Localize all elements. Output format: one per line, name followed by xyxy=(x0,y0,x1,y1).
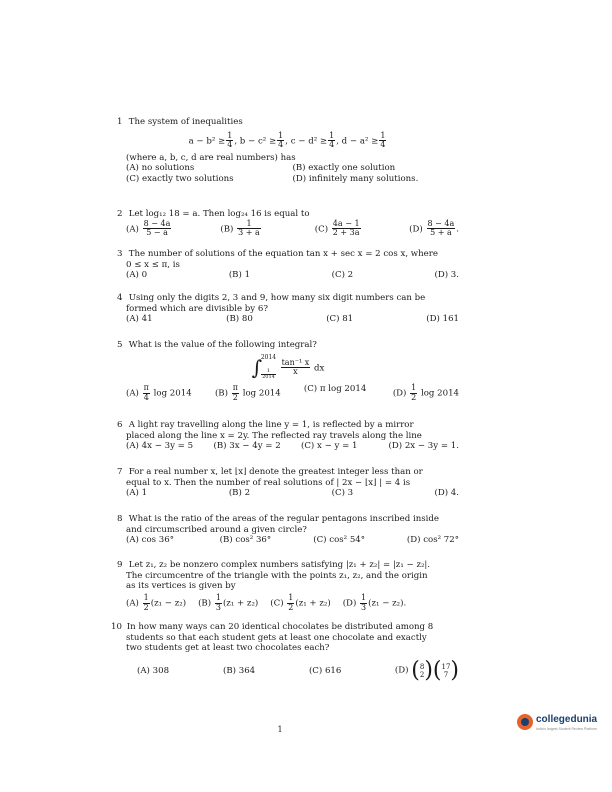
option-d: (D) 161 xyxy=(426,314,460,325)
option-b: (B) $\frac{\pi}{2}$ log 2014 xyxy=(214,383,281,402)
option-b: (B) $\frac{1}{3}$ (z₁ + z₂) xyxy=(198,593,259,612)
option-c: (C) 3 xyxy=(331,488,354,499)
option-a: (A) cos 36° xyxy=(126,535,175,546)
question-stem: The system of inequalities xyxy=(128,117,243,127)
question-5: 5 What is the value of the following integral? ∫ 2014 $\frac{1}{2014}$ $\frac{\text{tan⁻¹ x}}{x}$ dx (A) $\frac{\pi}{4}$ log 2014 (B) $\frac{\pi}{2}$ log 2014 (C) π log 2014 (D) $\frac{1}{2}$ log 2014 xyxy=(117,340,460,402)
option-b: (B) 80 xyxy=(226,314,253,325)
option-d: (D) cos² 72° xyxy=(406,535,460,546)
option-c: (C) 81 xyxy=(326,314,354,325)
option-a: (A) 4x − 3y = 5 xyxy=(126,441,194,452)
option-b: (B) 3x − 4y = 2 xyxy=(213,441,281,452)
question-1 xyxy=(117,117,459,185)
option-a: (A) no solutions xyxy=(126,163,195,174)
option-a: (A) 1 xyxy=(126,488,148,499)
collegedunia-logo-icon xyxy=(517,714,533,730)
question-6: 6 A light ray travelling along the line y = 1, is reflected by a mirror placed along the line x = 2y. The reflected ray travels along the line (A) 4x − 3y = 5 (B) 3x − 4y = 2 (C) x − y = 1 (D) 2x − 3y = 1. xyxy=(117,420,459,452)
options xyxy=(117,488,459,499)
option-a: (A) $\frac{1}{2}$ (z₁ − z₂) xyxy=(126,593,187,612)
option-d: (D) $\frac{1}{3}$ (z₁ − z₂). xyxy=(342,593,407,612)
option-a: (A) 0 xyxy=(126,270,148,281)
logo-tagline: India's largest Student Review Platform xyxy=(536,726,597,731)
collegedunia-logo xyxy=(517,714,597,731)
option-c: (C) 616 xyxy=(308,665,342,676)
question-8: 8 What is the ratio of the areas of the regular pentagons inscribed inside and circumscribed around a given circle? (A) cos 36° (B) cos² 36° (C) cos² 54° (D) cos² 72° xyxy=(117,514,460,546)
option-d: (D) $\frac{8 - 4a}{5 + a}$ . xyxy=(409,218,459,238)
options xyxy=(117,220,459,238)
option-d: (D) 4. xyxy=(434,488,460,499)
option-d: (D) ( 8 2 ) ( 17 7 ) xyxy=(394,658,460,684)
question-10: 10 In how many ways can 20 identical chocolates be distributed among 8 students so that each student gets at least one chocolate and exactly two students get at least two chocolates each? (A) 308 (B) 364 (C) 616 (D) ( 8 2 ) ( 17 7 ) xyxy=(111,622,460,684)
options xyxy=(117,535,459,546)
option-c: (C) $\frac{1}{2}$ (z₁ + z₂) xyxy=(270,593,331,612)
question-number: 1 xyxy=(117,117,123,127)
option-b: (B) exactly one solution xyxy=(292,163,396,174)
page-number: 1 xyxy=(277,725,283,734)
option-c: (C) $\frac{4a - 1}{2 + 3a}$ xyxy=(314,218,360,238)
question-9: 9 Let z₁, z₂ be nonzero complex numbers satisfying |z₁ + z₂| = |z₁ − z₂|. The circumcentre of the triangle with the points z₁, z₂, and the origin as its vertices is given by (A) $\frac{1}{2}$ (z₁ − z₂) (B) $\frac{1}{3}$ (z₁ + z₂) (C) $\frac{1}{2}$ (z₁ + z₂) (D) $\frac{1}{3}$ (z₁ − z₂). xyxy=(117,560,459,612)
option-d: (D) $\frac{1}{2}$ log 2014 xyxy=(392,383,460,402)
logo-text: collegedunia xyxy=(536,714,598,725)
option-d: (D) 2x − 3y = 1. xyxy=(388,441,459,452)
integral: ∫ 2014 $\frac{1}{2014}$ $\frac{\text{tan⁻¹ x}}{x}$ dx xyxy=(251,353,325,380)
option-b: (B) 1 xyxy=(228,270,251,281)
question-2: 2 Let log₁₂ 18 = a. Then log₂₄ 16 is equal to (A) $\frac{8 - 4a}{5 - a}$ (B) $\frac{1}{3 + a}$ (C) $\frac{4a - 1}{2 + 3a}$ (D) $\frac{8 - 4a}{5 + a}$ . xyxy=(117,209,459,238)
option-c: (C) x − y = 1 xyxy=(301,441,358,452)
options xyxy=(117,384,459,402)
question-7: 7 For a real number x, let ⌊x⌋ denote the greatest integer less than or equal to x. Then the number of real solutions of | 2x − ⌊x⌋ | = 4 is (A) 1 (B) 2 (C) 3 (D) 4. xyxy=(117,467,460,499)
options xyxy=(117,441,459,452)
inequalities: a − b² ≥ $\frac{1}{4}$ , b − c² ≥ $\frac{1}{4}$ , c − d² ≥ $\frac{1}{4}$ , d − a² ≥ $\frac{1}{4}$ xyxy=(188,130,386,150)
option-a: (A) 41 xyxy=(126,314,153,325)
option-c: (C) cos² 54° xyxy=(313,535,366,546)
option-c: (C) 2 xyxy=(331,270,354,281)
option-c: (C) π log 2014 xyxy=(303,384,367,395)
options xyxy=(117,174,459,185)
option-a: (A) $\frac{8 - 4a}{5 - a}$ xyxy=(126,218,171,238)
question-4: 4 Using only the digits 2, 3 and 9, how many six digit numbers can be formed which are divisible by 6? (A) 41 (B) 80 (C) 81 (D) 161 xyxy=(117,293,460,325)
options xyxy=(117,594,459,612)
option-b: (B) cos² 36° xyxy=(219,535,272,546)
option-d: (D) 3. xyxy=(434,270,460,281)
options xyxy=(117,270,459,281)
question-3: 3 The number of solutions of the equation tan x + sec x = 2 cos x, where 0 ≤ x ≤ π, is (A) 0 (B) 1 (C) 2 (D) 3. xyxy=(117,249,460,281)
option-c: (C) exactly two solutions xyxy=(126,173,234,184)
option-b: (B) 364 xyxy=(222,665,256,676)
option-a: (A) $\frac{\pi}{4}$ log 2014 xyxy=(126,383,192,402)
option-a: (A) 308 xyxy=(137,665,170,676)
options xyxy=(117,314,459,325)
options xyxy=(117,163,459,174)
options xyxy=(111,660,459,682)
option-b: (B) $\frac{1}{3 + a}$ xyxy=(220,218,260,238)
option-b: (B) 2 xyxy=(228,488,251,499)
question-stem-cont: (where a, b, c, d are real numbers) has xyxy=(126,152,296,163)
option-d: (D) infinitely many solutions. xyxy=(292,173,419,184)
